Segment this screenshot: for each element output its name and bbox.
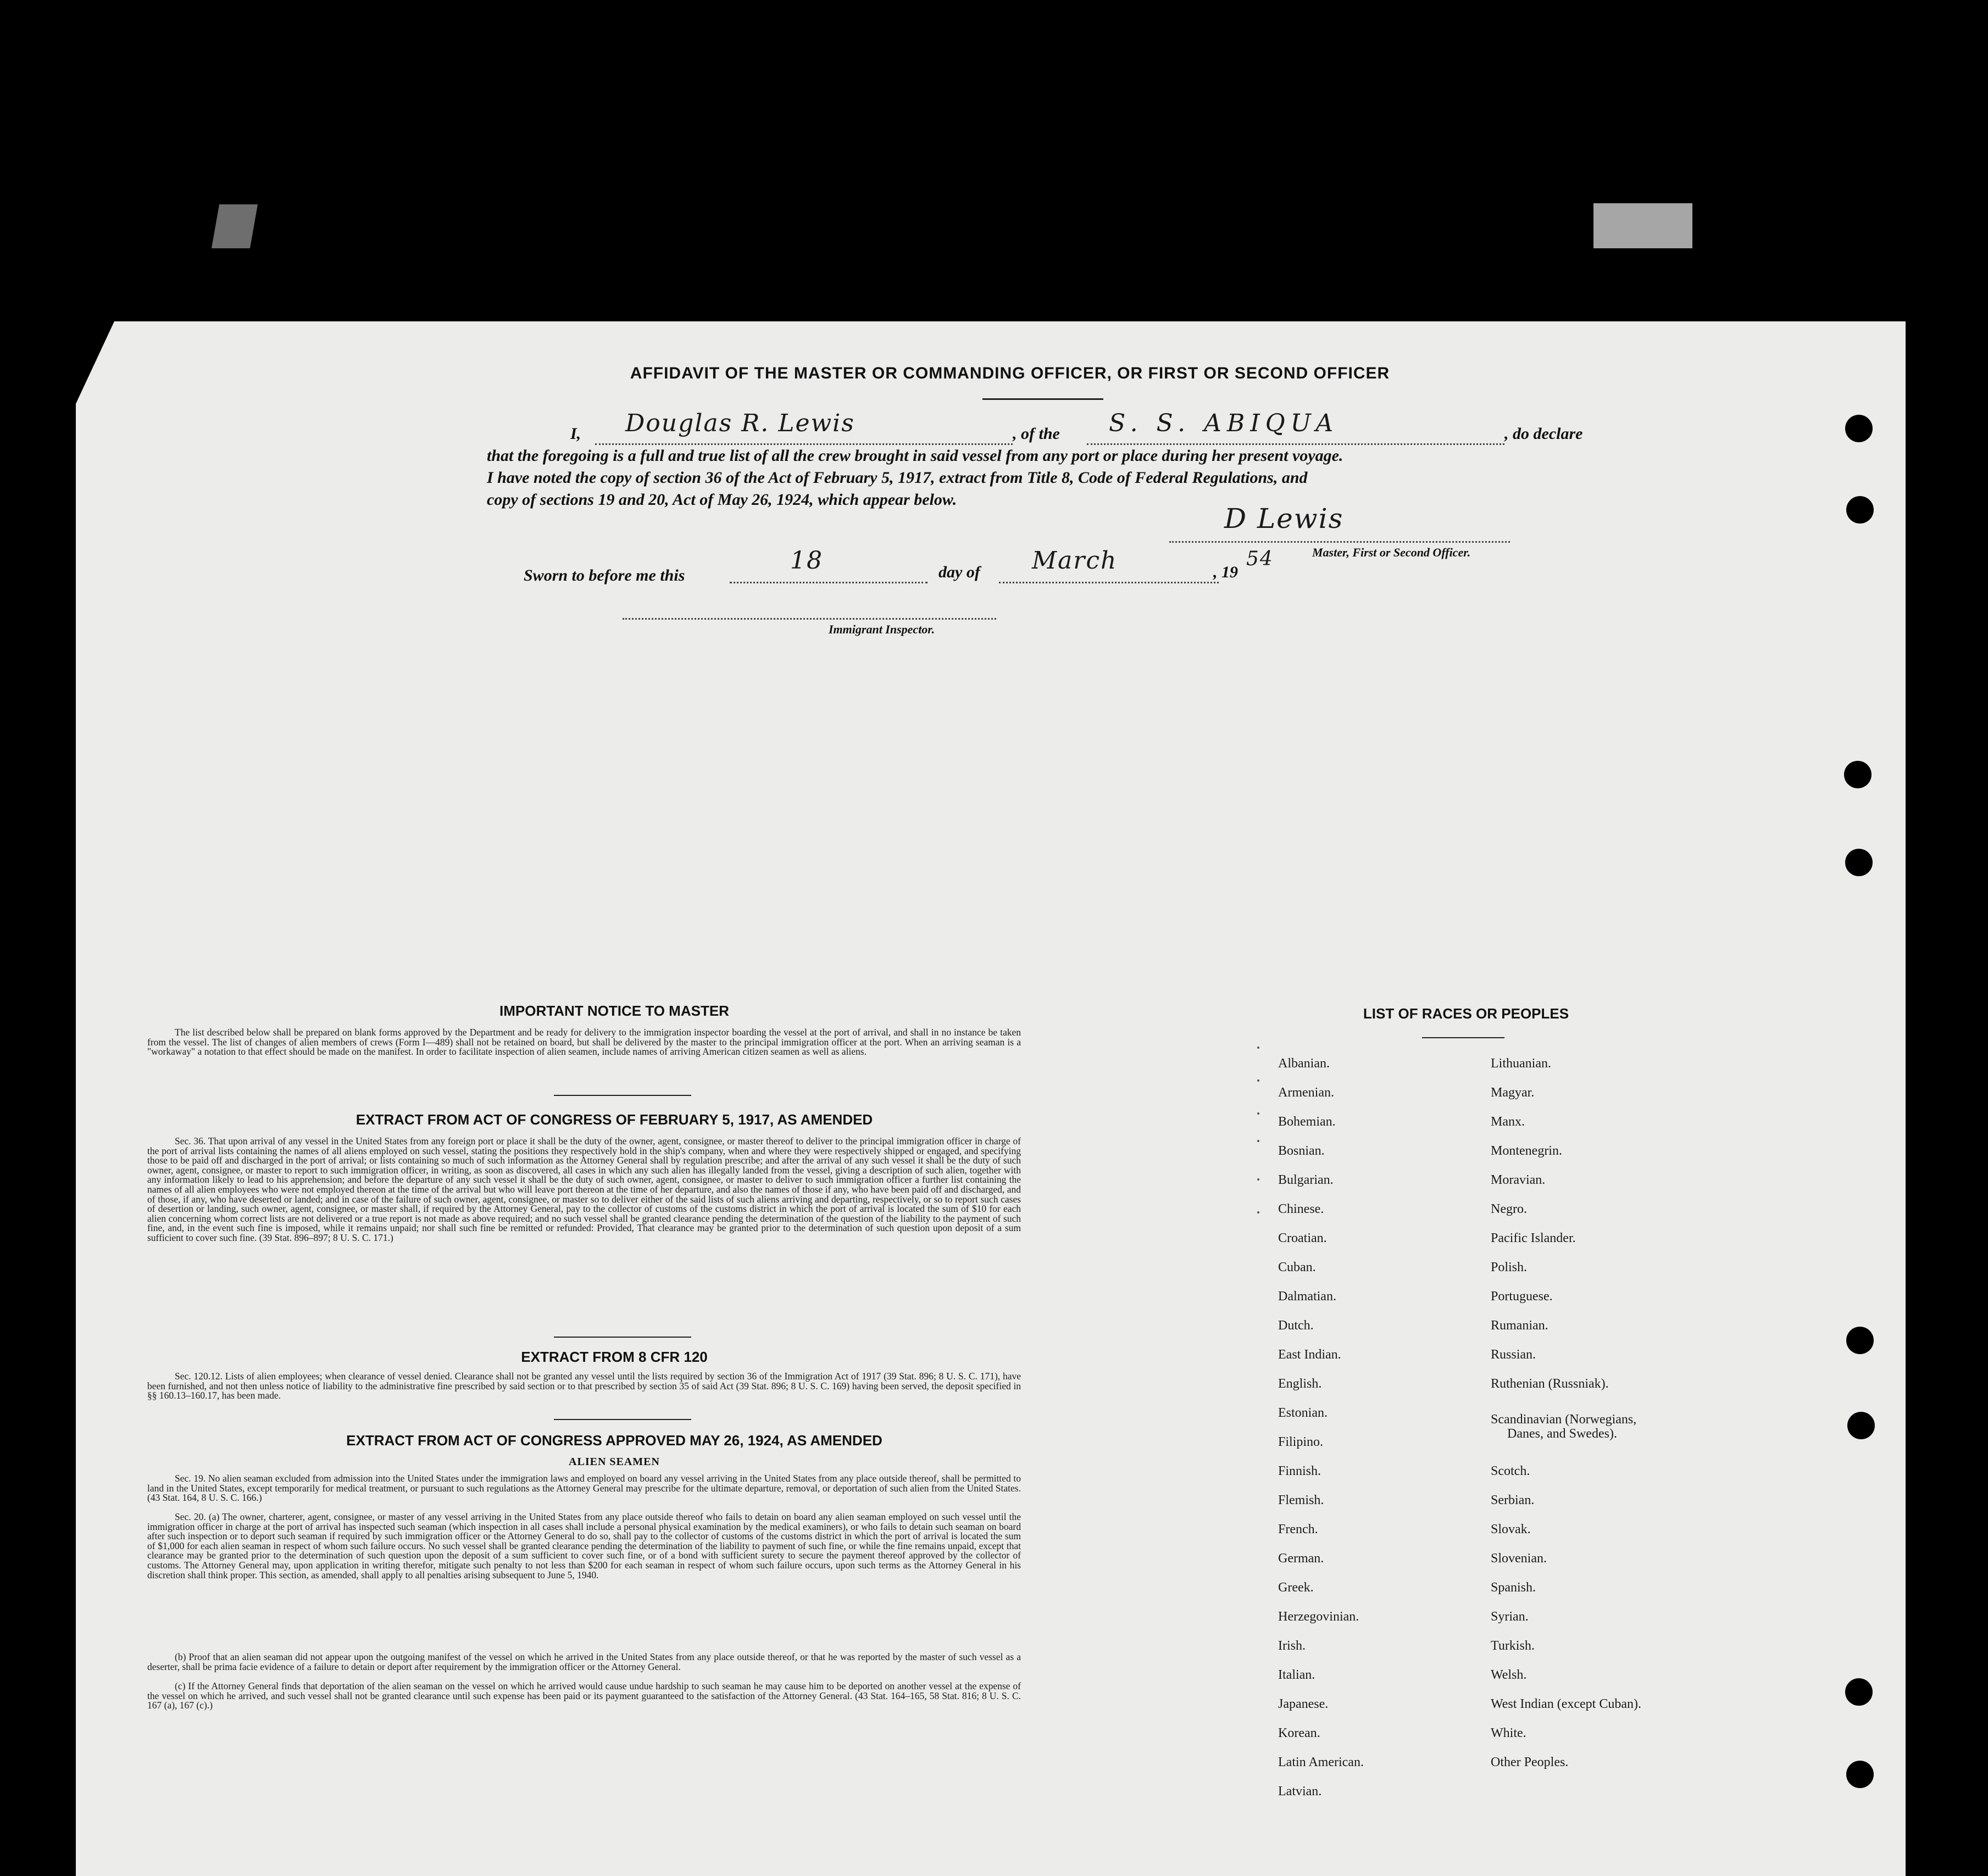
race-item: Cuban.	[1278, 1260, 1316, 1274]
punch-hole	[1845, 1678, 1873, 1706]
cfr-title: EXTRACT FROM 8 CFR 120	[521, 1349, 708, 1365]
race-item: Latvian.	[1278, 1784, 1322, 1799]
race-item: Japanese.	[1278, 1697, 1329, 1711]
race-item: Irish.	[1278, 1639, 1306, 1653]
master-name-handwritten: Douglas R. Lewis	[625, 409, 855, 437]
punch-hole	[1846, 1761, 1874, 1788]
race-item: Estonian.	[1278, 1406, 1328, 1420]
affidavit-do-declare: , do declare	[1504, 425, 1583, 443]
inspector-caption: Immigrant Inspector.	[829, 622, 935, 636]
race-item: Slovak.	[1491, 1522, 1531, 1537]
act-1924-sec19: Sec. 19. No alien seaman excluded from admission into the United States under the immigration laws and employed on board any vessel arriving in the United States from any place outside thereof, shall be permitted to land in the United States, except temporarily for medical treatment, or pursuant to such regulations as the Attorney General may prescribe for the ultimate departure, removal, or deportation of such alien from the United States. (43 Stat. 164, 8 U. S. C. 166.)	[147, 1473, 1021, 1504]
race-item: Scandinavian (Norwegians,	[1491, 1412, 1637, 1427]
race-item: Flemish.	[1278, 1493, 1324, 1507]
race-item: Serbian.	[1491, 1493, 1535, 1507]
officer-signature-caption: Master, First or Second Officer.	[1312, 545, 1471, 559]
race-item: Dalmatian.	[1278, 1289, 1336, 1304]
race-item: Rumanian.	[1491, 1318, 1548, 1333]
race-item: Bulgarian.	[1278, 1173, 1334, 1187]
race-item: Ruthenian (Russniak).	[1491, 1377, 1609, 1391]
folded-corner	[76, 321, 114, 404]
notice-text: The list described below shall be prepared on blank forms approved by the Department and be ready for delivery to the immigration inspector boarding the vessel at the port of arrival, and shall in no instance be taken from the vessel. The list of changes of alien members of crews (Form I—489) shall not be retained on board, but shall be delivered by the master to the principal immigration officer at the port. When an arriving seaman is a "workaway" a notation to that effect should be made on the manifest. In order to facilitate inspection of alien seamen, include names of arriving American citizen seamen as well as aliens.	[147, 1027, 1021, 1057]
punch-hole	[1846, 496, 1874, 524]
race-item: Welsh.	[1491, 1668, 1527, 1682]
title-rule	[982, 398, 1103, 400]
vessel-name-line	[1087, 443, 1504, 445]
race-item: Russian.	[1491, 1348, 1536, 1362]
race-item: Finnish.	[1278, 1464, 1321, 1478]
race-item: German.	[1278, 1551, 1324, 1566]
punch-hole	[1845, 849, 1873, 876]
sworn-label: Sworn to before me this	[524, 566, 685, 584]
race-item: Slovenian.	[1491, 1551, 1547, 1566]
race-item: Moravian.	[1491, 1173, 1546, 1187]
sworn-month-handwritten: March	[1032, 547, 1118, 575]
sworn-year-handwritten: 54	[1246, 548, 1274, 570]
race-item: Scotch.	[1491, 1464, 1530, 1478]
sworn-day-handwritten: 18	[790, 547, 823, 575]
races-rule	[1422, 1037, 1504, 1038]
scan-dot	[1257, 1079, 1259, 1082]
race-item: Armenian.	[1278, 1085, 1334, 1100]
notice-title: IMPORTANT NOTICE TO MASTER	[499, 1003, 729, 1019]
act-1924-subtitle: ALIEN SEAMEN	[569, 1456, 660, 1468]
affidavit-i: I,	[570, 425, 581, 443]
sworn-month-line	[999, 582, 1219, 583]
act-1917-text: Sec. 36. That upon arrival of any vessel in the United States from any foreign port or place it shall be the duty of the owner, agent, consignee, or master thereof to deliver to the principal immigration officer in charge of the port of arrival lists containing the names of all aliens employed on such vessel, stating the positions they respectively hold in the ship's company, when and where they were respectively shipped or engaged, and specifying those to be paid off and discharged in the port of arrival; or lists containing so much of such information as the Attorney General shall by regulation prescribe; and after the arrival of any such vessel it shall be the duty of such owner, agent, consignee, or master to report to such immigration officer, in writing, as soon as discovered, all cases in which any such alien has illegally landed from the vessel, giving a description of such alien, together with any information likely to lead to his apprehension; and before the departure of any such vessel it shall be the duty of such owner, agent, consignee, or master to deliver to such immigration officer a further list containing the names of all alien employees who were not employed thereon at the time of the arrival but who will leave port thereon at the time of her departure, and also the names of those if any, who have been paid off and discharged, and of those, if any, who have deserted or landed; and in case of the failure of such owner, agent, consignee, or master so to deliver either of the said lists of such aliens arriving and departing, respectively, or so to report such cases of desertion or landing, such owner, agent, consignee, or master shall, if required by the Attorney General, pay to the collector of customs of the customs district in which the port of arrival is located the sum of $10 for each alien concerning whom correct lists are not delivered or a true report is not made as above required; and no such vessel shall be granted clearance pending the determination of the question of the liability to the payment of such fine, and, in the event such fine is imposed, while it remains unpaid; nor shall such fine be remitted or refunded: Provided, That clearance may be granted prior to the determination of such question upon deposit of a sum sufficient to cover such fine. (39 Stat. 896–897; 8 U. S. C. 171.)	[147, 1135, 1021, 1243]
race-item: Chinese.	[1278, 1202, 1324, 1216]
paper-scrap-right	[1593, 203, 1692, 248]
race-item: West Indian (except Cuban).	[1491, 1697, 1641, 1711]
scan-dot	[1257, 1046, 1259, 1049]
race-item: Other Peoples.	[1491, 1755, 1569, 1769]
race-item: Polish.	[1491, 1260, 1528, 1274]
race-item: Croatian.	[1278, 1231, 1327, 1245]
paper-scrap-left	[212, 204, 258, 248]
cfr-rule	[554, 1419, 691, 1420]
sworn-day-line	[730, 582, 928, 583]
affidavit-line-3: I have noted the copy of section 36 of the Act of February 5, 1917, extract from Title 8, Code of Federal Regulations, and	[487, 469, 1308, 487]
race-item: Italian.	[1278, 1668, 1315, 1682]
race-item: French.	[1278, 1522, 1318, 1537]
affidavit-of-the: , of the	[1013, 425, 1060, 443]
race-item: Korean.	[1278, 1726, 1320, 1740]
punch-hole	[1844, 761, 1872, 788]
race-item: Syrian.	[1491, 1610, 1529, 1624]
race-item: Bosnian.	[1278, 1144, 1325, 1158]
inspector-signature-line	[623, 618, 996, 620]
punch-hole	[1847, 1412, 1875, 1439]
race-item: Spanish.	[1491, 1580, 1536, 1595]
act-1924-sec20b: (b) Proof that an alien seaman did not appear upon the outgoing manifest of the vessel on which he arrived in the United States from any place outside thereof, or that he was reported by the master of such vessel as a deserter, shall be prima facie evidence of a failure to detain or deport after requirement by the immigration officer or the Attorney General.	[147, 1651, 1021, 1672]
officer-signature: D Lewis	[1224, 503, 1344, 535]
race-item: Lithuanian.	[1491, 1056, 1551, 1071]
race-item: Latin American.	[1278, 1755, 1364, 1769]
punch-hole	[1846, 1327, 1874, 1354]
race-item: English.	[1278, 1377, 1322, 1391]
day-of-label: day of	[939, 563, 980, 581]
year-prefix: , 19	[1213, 563, 1238, 581]
race-item: Albanian.	[1278, 1056, 1330, 1071]
vessel-name-handwritten: S. S. ABIQUA	[1109, 409, 1339, 437]
race-item: East Indian.	[1278, 1348, 1341, 1362]
race-item: Filipino.	[1278, 1435, 1324, 1449]
document-page	[76, 321, 1906, 1876]
act-1924-sec20a: Sec. 20. (a) The owner, charterer, agent, consignee, or master of any vessel arriving in the United States from any place outside thereof who fails to detain on board any alien seaman employed on such vessel until the immigration officer in charge at the port of arrival has inspected such seaman (which inspection in all cases shall include a personal physical examination by the medical examiners), or who fails to detain such seaman on board after such inspection or to deport such seaman if required by such immigration officer or the Attorney General to do so, shall pay to the collector of customs of the customs district in which the port of arrival is located the sum of $1,000 for each alien seaman in respect of whom such failure occurs. No such vessel shall be granted clearance pending the determination of the liability to payment of such fine, or while the fine remains unpaid, except that clearance may be granted prior to the determination of such question upon the deposit of a sum sufficient to cover such fine, or of a bond with sufficient surety to secure the payment thereof approved by the collector of customs. The Attorney General may, upon application in writing therefor, mitigate such penalty to not less than $200 for each seaman in respect of whom such failure occurs, upon such terms as the Attorney General in his discretion shall think proper. This section, as amended, shall apply to all penalties arising subsequent to June 5, 1940.	[147, 1511, 1021, 1580]
race-item: Dutch.	[1278, 1318, 1314, 1333]
act-1917-rule	[554, 1337, 691, 1338]
race-item: White.	[1491, 1726, 1526, 1740]
scan-dot	[1257, 1178, 1259, 1181]
race-item: Portuguese.	[1491, 1289, 1553, 1304]
race-item: Bohemian.	[1278, 1115, 1336, 1129]
affidavit-title: AFFIDAVIT OF THE MASTER OR COMMANDING OFFICER, OR FIRST OR SECOND OFFICER	[630, 364, 1390, 382]
race-item: Pacific Islander.	[1491, 1231, 1576, 1245]
affidavit-line-4: copy of sections 19 and 20, Act of May 26, 1924, which appear below.	[487, 491, 957, 509]
race-item: Montenegrin.	[1491, 1144, 1562, 1158]
act-1924-title: EXTRACT FROM ACT OF CONGRESS APPROVED MAY 26, 1924, AS AMENDED	[346, 1432, 882, 1449]
scan-dot	[1257, 1140, 1259, 1142]
scan-dot	[1257, 1112, 1259, 1115]
race-item: Negro.	[1491, 1202, 1527, 1216]
officer-signature-line	[1169, 541, 1510, 543]
affidavit-line-2: that the foregoing is a full and true list of all the crew brought in said vessel from any port or place during her present voyage.	[487, 447, 1343, 465]
race-item: Greek.	[1278, 1580, 1314, 1595]
act-1917-title: EXTRACT FROM ACT OF CONGRESS OF FEBRUARY 5, 1917, AS AMENDED	[356, 1111, 873, 1128]
punch-hole	[1845, 415, 1873, 442]
races-title: LIST OF RACES OR PEOPLES	[1363, 1005, 1569, 1022]
master-name-line	[595, 443, 1013, 445]
cfr-text: Sec. 120.12. Lists of alien employees; when clearance of vessel denied. Clearance shall not be granted any vessel until the lists required by section 36 of the Immigration Act of 1917 (39 Stat. 896; 8 U. S. C. 171), have been furnished, and not then unless notice of liability to the administrative fine prescribed by said section or to that prescribed by section 35 of said Act (39 Stat. 896; 8 U. S. C. 169) having been served, the deposit specified in §§ 160.13–160.17, has been made.	[147, 1371, 1021, 1401]
race-item: Herzegovinian.	[1278, 1610, 1359, 1624]
race-item: Turkish.	[1491, 1639, 1535, 1653]
act-1924-sec20c: (c) If the Attorney General finds that deportation of the alien seaman on the vessel on which he arrived would cause undue hardship to such seaman he may cause him to be deported on another vessel at the expense of the vessel on which he arrived, and such vessel shall not be granted clearance until such expense has been paid or its payment guaranteed to the satisfaction of the Attorney General. (43 Stat. 164–165, 58 Stat. 816; 8 U. S. C. 167 (a), 167 (c).)	[147, 1680, 1021, 1711]
notice-rule	[554, 1095, 691, 1096]
race-item: Magyar.	[1491, 1085, 1535, 1100]
race-item: Danes, and Swedes).	[1507, 1427, 1617, 1441]
scan-dot	[1257, 1211, 1259, 1213]
race-item: Manx.	[1491, 1115, 1525, 1129]
